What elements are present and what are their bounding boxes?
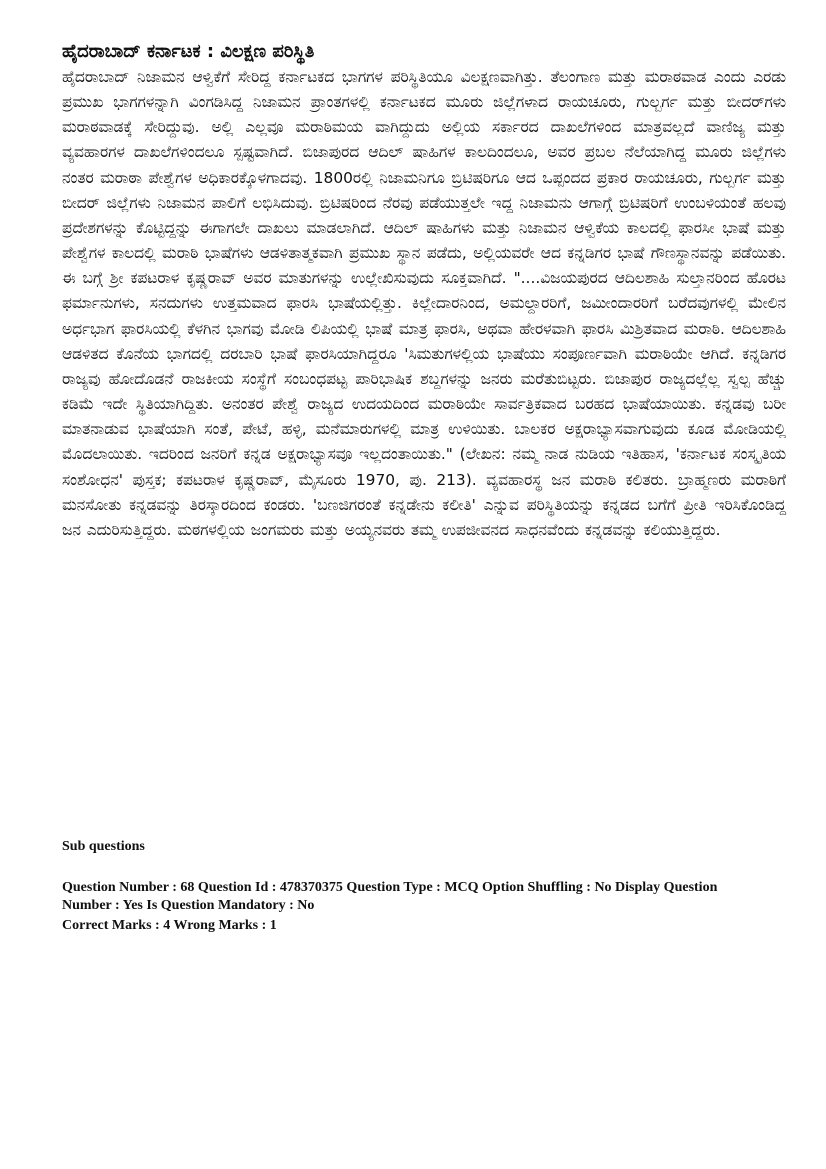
question-meta <box>62 879 762 935</box>
passage-title: ಹೈದರಾಬಾದ್ ಕರ್ನಾಟಕ : ವಿಲಕ್ಷಣ ಪರಿಸ್ಥಿತಿ <box>62 41 315 62</box>
question-marks: Correct Marks : 4 Wrong Marks : 1 <box>62 918 277 933</box>
question-meta-line-2: Number : Yes Is Question Mandatory : No <box>62 898 315 913</box>
question-meta-line-1: Question Number : 68 Question Id : 478370375 Question Type : MCQ Option Shuffling : No Display Question <box>62 880 718 895</box>
sub-questions-label: Sub questions <box>62 839 145 854</box>
passage-body: ಹೈದರಾಬಾದ್ ನಿಜಾಮನ ಆಳ್ವಿಕೆಗೆ ಸೇರಿದ್ದ ಕರ್ನಾಟಕದ ಭಾಗಗಳ ಪರಿಸ್ಥಿತಿಯೂ ವಿಲಕ್ಷಣವಾಗಿತ್ತು. ತೆಲಂಗಾಣ ಮತ್ತು ಮರಾಠವಾಡ ಎಂದು ಎರಡು ಪ್ರಮುಖ ಭಾಗಗಳನ್ನಾಗಿ ವಿಂಗಡಿಸಿದ್ದ ನಿಜಾಮನ ಪ್ರಾಂತಗಳಲ್ಲಿ ಕರ್ನಾಟಕದ ಮೂರು ಜಿಲ್ಲೆಗಳಾದ ರಾಯಚೂರು, ಗುಲ್ಬರ್ಗ ಮತ್ತು ಬೀದರ್‌ಗಳು ಮರಾಠವಾಡಕ್ಕೆ ಸೇರಿದ್ದುವು. ಅಲ್ಲಿ ಎಲ್ಲವೂ ಮರಾಠಿಮಯ ವಾಗಿದ್ದುದು ಅಲ್ಲಿಯ ಸರ್ಕಾರದ ದಾಖಲೆಗಳಿಂದ ಮಾತ್ರವಲ್ಲದೆ ವಾಣಿಜ್ಯ ಮತ್ತು ವ್ಯವಹಾರಗಳ ದಾಖಲೆಗಳಿಂದಲೂ ಸ್ಪಷ್ಟವಾಗಿದೆ. ಬಿಜಾಪುರದ ಆದಿಲ್ ಷಾಹಿಗಳ ಕಾಲದಿಂದಲೂ, ಅವರ ಪ್ರಬಲ ನೆಲೆಯಾಗಿದ್ದ ಮೂರು ಜಿಲ್ಲೆಗಳು ನಂತರ ಮರಾಠಾ ಪೇಶ್ವೆಗಳ ಅಧಿಕಾರಕ್ಕೊಳಗಾದವು. 1800ರಲ್ಲಿ ನಿಜಾಮನಿಗೂ ಬ್ರಿಟಿಷರಿಗೂ ಆದ ಒಪ್ಪಂದದ ಪ್ರಕಾರ ರಾಯಚೂರು, ಗುಲ್ಬರ್ಗ ಮತ್ತು ಬೀದರ್ ಜಿಲ್ಲೆಗಳು ನಿಜಾಮನ ಪಾಲಿಗೆ ಲಭಿಸಿದುವು. ಬ್ರಿಟಿಷರಿಂದ ನೆರವು ಪಡೆಯುತ್ತಲೇ ಇದ್ದ ನಿಜಾಮನು ಆಗಾಗ್ಗೆ ಬ್ರಿಟಿಷರಿಗೆ ಉಂಬಳಿಯಂತೆ ಹಲವು ಪ್ರದೇಶಗಳನ್ನು ಕೊಟ್ಟಿದ್ದನ್ನು ಈಗಾಗಲೇ ದಾಖಲು ಮಾಡಲಾಗಿದೆ. ಆದಿಲ್ ಷಾಹಿಗಳು ಮತ್ತು ನಿಜಾಮನ ಆಳ್ವಿಕೆಯ ಕಾಲದಲ್ಲಿ ಫಾರಸೀ ಭಾಷೆ ಮತ್ತು ಪೇಶ್ವೆಗಳ ಕಾಲದಲ್ಲಿ ಮರಾಠಿ ಭಾಷೆಗಳು ಆಡಳಿತಾತ್ಮಕವಾಗಿ ಪ್ರಮುಖ ಸ್ಥಾನ ಪಡೆದು, ಅಲ್ಲಿಯವರೇ ಆದ ಕನ್ನಡಿಗರ ಭಾಷೆ ಗೌಣಸ್ಥಾನವನ್ನು ಪಡೆಯಿತು. ಈ ಬಗ್ಗೆ ಶ್ರೀ ಕಪಟರಾಳ ಕೃಷ್ಣರಾವ್ ಅವರ ಮಾತುಗಳನ್ನು ಉಲ್ಲೇಖಿಸುವುದು ಸೂಕ್ತವಾಗಿದೆ. "....ವಿಜಯಪುರದ ಆದಿಲಶಾಹಿ ಸುಲ್ತಾನರಿಂದ ಹೊರಟ ಫರ್ಮಾನುಗಳು, ಸನದುಗಳು ಉತ್ತಮವಾದ ಫಾರಸಿ ಭಾಷೆಯಲ್ಲಿತ್ತು. ಕಿಲ್ಲೇದಾರನಿಂದ, ಅಮಲ್ದಾರರಿಗೆ, ಜಮೀಂದಾರರಿಗೆ ಬರೆದವುಗಳಲ್ಲಿ ಮೇಲಿನ ಅರ್ಧಭಾಗ ಫಾರಸಿಯಲ್ಲಿ ಕೆಳಗಿನ ಭಾಗವು ಮೋಡಿ ಲಿಪಿಯಲ್ಲಿ ಭಾಷೆ ಮಾತ್ರ ಫಾರಸಿ, ಅಥವಾ ಹೇರಳವಾಗಿ ಫಾರಸಿ ಮಿಶ್ರಿತವಾದ ಮರಾಠಿ. ಆದಿಲಶಾಹಿ ಆಡಳಿತದ ಕೊನೆಯ ಭಾಗದಲ್ಲಿ ದರಬಾರಿ ಭಾಷೆ ಫಾರಸಿಯಾಗಿದ್ದರೂ 'ಸಿಮತುಗಳಲ್ಲಿಯ ಭಾಷೆಯು ಸಂಪೂರ್ಣವಾಗಿ ಮರಾಠಿಯೇ ಆಗಿದೆ. ಕನ್ನಡಿಗರ ರಾಜ್ಯವು ಹೋದೊಡನೆ ರಾಜಕೀಯ ಸಂಸ್ಥೆಗೆ ಸಂಬಂಧಪಟ್ಟ ಪಾರಿಭಾಷಿಕ ಶಬ್ದಗಳನ್ನು ಜನರು ಮರೆತುಬಿಟ್ಟರು. ಬಿಜಾಪುರ ರಾಜ್ಯದಲ್ಲೆಲ್ಲ ಸ್ವಲ್ಪ ಹೆಚ್ಚು ಕಡಿಮೆ ಇದೇ ಸ್ಥಿತಿಯಾಗಿದ್ದಿತು. ಅನಂತರ ಪೇಶ್ವೆ ರಾಜ್ಯದ ಉದಯದಿಂದ ಮರಾಠಿಯೇ ಸಾರ್ವತ್ರಿಕವಾದ ಬರಹದ ಭಾಷೆಯಾಯಿತು. ಕನ್ನಡವು ಬರೀ ಮಾತನಾಡುವ ಭಾಷೆಯಾಗಿ ಸಂತೆ, ಪೇಟೆ, ಹಳ್ಳಿ, ಮನೆಮಾರುಗಳಲ್ಲಿ ಮಾತ್ರ ಉಳಿಯಿತು. ಬಾಲಕರ ಅಕ್ಷರಾಭ್ಯಾಸವಾಗುವುದು ಕೂಡ ಮೋಡಿಯಲ್ಲಿ ಮೊದಲಾಯಿತು. ಇದರಿಂದ ಜನರಿಗೆ ಕನ್ನಡ ಅಕ್ಷರಾಭ್ಯಾಸವೂ ಇಲ್ಲದಂತಾಯಿತು." (ಲೇಖನ: ನಮ್ಮ ನಾಡ ನುಡಿಯ ಇತಿಹಾಸ, 'ಕರ್ನಾಟಕ ಸಂಸ್ಕೃತಿಯ ಸಂಶೋಧನ' ಪುಸ್ತಕ; ಕಪಟರಾಳ ಕೃಷ್ಣರಾವ್, ಮೈಸೂರು 1970, ಪು. 213). ವ್ಯವಹಾರಸ್ಥ ಜನ ಮರಾಠಿ ಕಲಿತರು. ಬ್ರಾಹ್ಮಣರು ಮರಾಠಿಗೆ ಮನಸೋತು ಕನ್ನಡವನ್ನು ತಿರಸ್ಕಾರದಿಂದ ಕಂಡರು. 'ಬಣಜಿಗರಂತೆ ಕನ್ನಡೇನು ಕಲೀತಿ' ಎನ್ನುವ ಪರಿಸ್ಥಿತಿಯನ್ನು ಕನ್ನಡದ ಬಗೆಗೆ ಪ್ರೀತಿ ಇರಿಸಿಕೊಂಡಿದ್ದ ಜನ ಎದುರಿಸುತ್ತಿದ್ದರು. ಮಠಗಳಲ್ಲಿಯ ಜಂಗಮರು ಮತ್ತು ಅಯ್ಯನವರು ತಮ್ಮ ಉಪಜೀವನದ ಸಾಧನವೆಂದು ಕನ್ನಡವನ್ನು ಕಲಿಯುತ್ತಿದ್ದರು. <box>62 68 786 539</box>
